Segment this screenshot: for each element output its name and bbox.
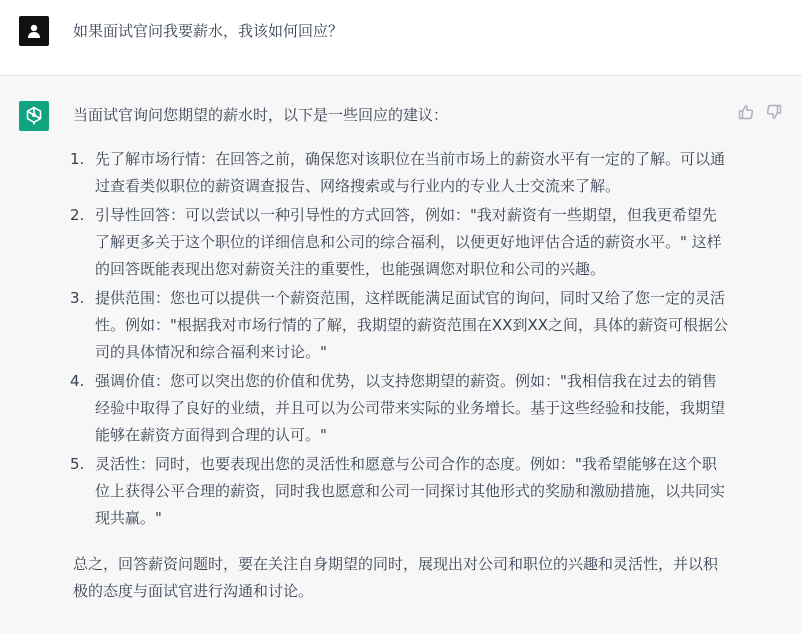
list-item-text: 引导性回答：可以尝试以一种引导性的方式回答，例如："我对薪资有一些期望，但我更希望先了解更多关于这个职位的详细信息和公司的综合福利，以便更好地评估合适的薪资水平。" 这样的回答既能表现出您对薪资关注的重要性，也能强调您对职位和公司的兴趣。 <box>95 206 722 278</box>
list-item <box>70 285 733 366</box>
openai-logo-icon <box>23 105 45 127</box>
list-item-text: 强调价值：您可以突出您的价值和优势，以支持您期望的薪资。例如："我相信我在过去的销售经验中取得了良好的业绩，并且可以为公司带来实际的业务增长。基于这些经验和技能，我期望能够在薪资方面得到合理的认可。" <box>95 372 726 444</box>
list-item-number: 5. <box>70 455 85 473</box>
assistant-avatar <box>19 101 49 131</box>
list-item <box>70 202 733 283</box>
list-item-text: 先了解市场行情：在回答之前，确保您对该职位在当前市场上的薪资水平有一定的了解。可以通过查看类似职位的薪资调查报告、网络搜索或与行业内的专业人士交流来了解。 <box>95 150 726 195</box>
list-item <box>70 368 733 449</box>
list-item <box>70 451 733 532</box>
user-message-text: 如果面试官问我要薪水，我该如何回应？ <box>73 22 344 40</box>
thumbs-down-button[interactable] <box>766 104 782 120</box>
answer-summary: 总之，回答薪资问题时，要在关注自身期望的同时，展现出对公司和职位的兴趣和灵活性，并以积极的态度与面试官进行沟通和讨论。 <box>73 555 719 600</box>
suggestion-list <box>70 146 733 532</box>
list-item-text: 灵活性：同时，也要表现出您的灵活性和愿意与公司合作的态度。例如："我希望能够在这个职位上获得公平合理的薪资，同时我也愿意和公司一同探讨其他形式的奖励和激励措施，以共同实现共赢。" <box>95 455 726 527</box>
list-item-number: 2. <box>70 206 85 224</box>
thumbs-up-button[interactable] <box>738 104 754 120</box>
thumbs-up-icon <box>738 104 754 120</box>
list-item-number: 1. <box>70 150 85 168</box>
assistant-message-row <box>0 76 802 634</box>
user-icon <box>26 23 42 39</box>
list-item-text: 提供范围：您也可以提供一个薪资范围，这样既能满足面试官的询问，同时又给了您一定的灵活性。例如："根据我对市场行情的了解，我期望的薪资范围在XX到XX之间，具体的薪资可根据公司的具体情况和综合福利来讨论。" <box>95 289 729 361</box>
thumbs-down-icon <box>766 104 782 120</box>
list-item-number: 4. <box>70 372 85 390</box>
user-avatar <box>19 16 49 46</box>
user-message-row <box>0 0 802 76</box>
list-item <box>70 146 733 200</box>
list-item-number: 3. <box>70 289 85 307</box>
answer-intro: 当面试官询问您期望的薪水时，以下是一些回应的建议： <box>73 106 449 124</box>
assistant-message-body <box>70 102 733 605</box>
